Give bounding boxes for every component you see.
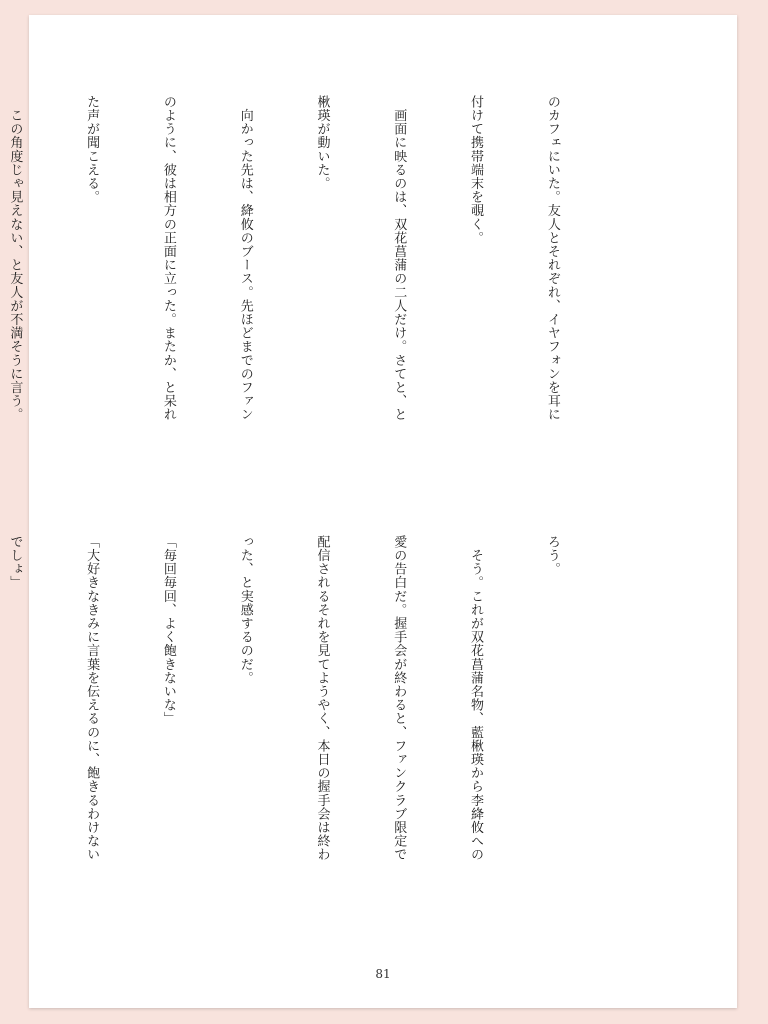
- text-column: 「大好きなきみに言葉を伝えるのに、飽きるわけない: [84, 535, 100, 862]
- text-column: った、と実感するのだ。: [237, 535, 253, 685]
- text-column: 配信されるそれを見てようやく、本日の握手会は終わ: [314, 535, 330, 862]
- text-column: 「毎回毎回、よく飽きないな」: [160, 535, 176, 726]
- text-column: そう。これが双花菖蒲名物、藍楸瑛から李絳攸への: [468, 535, 484, 862]
- text-column: 楸瑛が動いた。: [314, 95, 330, 191]
- text-column: 画面に映るのは、双花菖蒲の二人だけ。さてと、と: [391, 95, 407, 422]
- text-column: 付けて携帯端末を覗く。: [468, 95, 484, 245]
- text-column: 愛の告白だ。握手会が終わると、ファンクラブ限定で: [391, 535, 407, 862]
- text-column: でしょ」: [7, 535, 23, 590]
- book-page: [7, 15, 737, 1008]
- text-column: この角度じゃ見えない、と友人が不満そうに言う。: [7, 95, 23, 422]
- text-column: のカフェにいた。友人とそれぞれ、イヤフォンを耳に: [544, 95, 560, 422]
- text-column: 向かった先は、絳攸のブース。先ほどまでのファン: [237, 95, 253, 422]
- text-block-lower: [0, 535, 616, 965]
- text-block-upper: [0, 95, 616, 515]
- page-number: 81: [375, 967, 391, 981]
- text-column: のように、彼は相方の正面に立った。またか、と呆れ: [160, 95, 176, 422]
- text-column: た声が聞こえる。: [84, 95, 100, 204]
- text-column: ろう。: [544, 535, 560, 576]
